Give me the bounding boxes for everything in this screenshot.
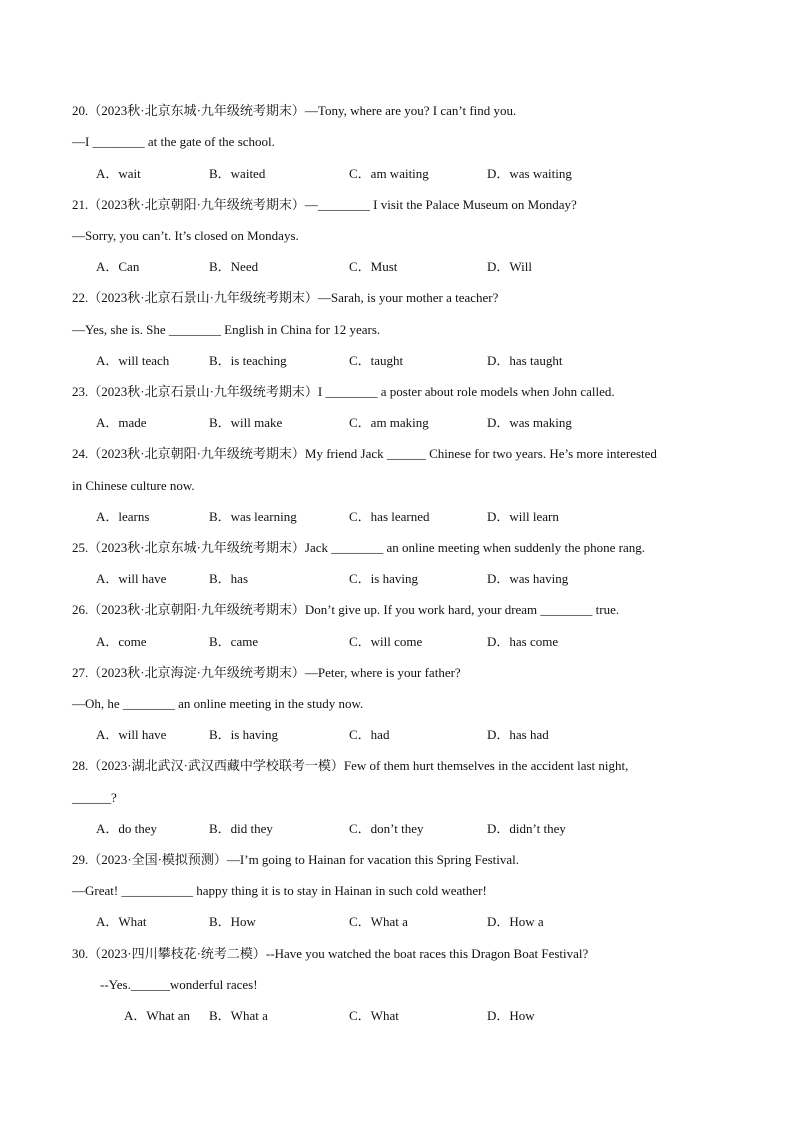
option-c[interactable]: C．What a bbox=[349, 914, 408, 929]
question-30-dialogue: --Yes.______wonderful races! bbox=[100, 977, 258, 992]
option-d[interactable]: D．has come bbox=[487, 634, 559, 649]
option-d[interactable]: D．was making bbox=[487, 415, 572, 430]
option-a[interactable]: A．will have bbox=[96, 727, 167, 742]
option-d[interactable]: D．has taught bbox=[487, 353, 563, 368]
option-a[interactable]: A．wait bbox=[96, 166, 141, 181]
question-20-options bbox=[0, 166, 794, 182]
option-b[interactable]: B．is having bbox=[209, 727, 278, 742]
option-c[interactable]: C．Must bbox=[349, 259, 398, 274]
option-c[interactable]: C．taught bbox=[349, 353, 404, 368]
option-c[interactable]: C．What bbox=[349, 1008, 399, 1023]
option-b[interactable]: B．is teaching bbox=[209, 353, 287, 368]
question-24-options bbox=[0, 509, 794, 525]
question-27-options bbox=[0, 727, 794, 743]
option-d[interactable]: D．How bbox=[487, 1008, 535, 1023]
option-b[interactable]: B．Need bbox=[209, 259, 259, 274]
question-26-stem: 26.（2023秋·北京朝阳·九年级统考期末）Don’t give up. If you work hard, your dream ________ true. bbox=[72, 602, 620, 617]
option-b[interactable]: B．How bbox=[209, 914, 256, 929]
option-b[interactable]: B．waited bbox=[209, 166, 266, 181]
question-23-stem: 23.（2023秋·北京石景山·九年级统考期末）I ________ a poster about role models when John called. bbox=[72, 384, 615, 399]
option-c[interactable]: C．has learned bbox=[349, 509, 430, 524]
question-25-stem: 25.（2023秋·北京东城·九年级统考期末）Jack ________ an online meeting when suddenly the phone rang. bbox=[72, 540, 645, 555]
question-24-stem: 24.（2023秋·北京朝阳·九年级统考期末）My friend Jack ______ Chinese for two years. He’s more interested bbox=[72, 446, 657, 461]
question-27-dialogue: —Oh, he ________ an online meeting in the study now. bbox=[72, 696, 364, 711]
option-b[interactable]: B．did they bbox=[209, 821, 273, 836]
option-a[interactable]: A．come bbox=[96, 634, 147, 649]
question-30-stem: 30.（2023·四川攀枝花·统考二模）--Have you watched the boat races this Dragon Boat Festival? bbox=[72, 946, 589, 961]
option-d[interactable]: D．was waiting bbox=[487, 166, 572, 181]
question-21-stem: 21.（2023秋·北京朝阳·九年级统考期末）—________ I visit the Palace Museum on Monday? bbox=[72, 197, 577, 212]
option-b[interactable]: B．was learning bbox=[209, 509, 297, 524]
option-b[interactable]: B．came bbox=[209, 634, 259, 649]
question-29-dialogue: —Great! ___________ happy thing it is to stay in Hainan in such cold weather! bbox=[72, 883, 487, 898]
question-28-options bbox=[0, 821, 794, 837]
option-c[interactable]: C．will come bbox=[349, 634, 423, 649]
option-a[interactable]: A．will teach bbox=[96, 353, 170, 368]
option-c[interactable]: C．is having bbox=[349, 571, 418, 586]
option-d[interactable]: D．will learn bbox=[487, 509, 559, 524]
option-d[interactable]: D．was having bbox=[487, 571, 569, 586]
option-a[interactable]: A．What an bbox=[124, 1008, 191, 1023]
question-21-options bbox=[0, 259, 794, 275]
option-a[interactable]: A．do they bbox=[96, 821, 158, 836]
question-24-continuation: in Chinese culture now. bbox=[72, 478, 195, 493]
question-23-options bbox=[0, 415, 794, 431]
question-29-options bbox=[0, 914, 794, 930]
option-a[interactable]: A．will have bbox=[96, 571, 167, 586]
option-b[interactable]: B．will make bbox=[209, 415, 283, 430]
option-c[interactable]: C．don’t they bbox=[349, 821, 424, 836]
question-25-options bbox=[0, 571, 794, 587]
option-d[interactable]: D．Will bbox=[487, 259, 532, 274]
option-c[interactable]: C．am making bbox=[349, 415, 429, 430]
question-22-stem: 22.（2023秋·北京石景山·九年级统考期末）—Sarah, is your mother a teacher? bbox=[72, 290, 499, 305]
question-22-options bbox=[0, 353, 794, 369]
option-c[interactable]: C．am waiting bbox=[349, 166, 429, 181]
option-b[interactable]: B．has bbox=[209, 571, 249, 586]
question-28-stem: 28.（2023·湖北武汉·武汉西藏中学校联考一模）Few of them hurt themselves in the accident last night, bbox=[72, 758, 629, 773]
question-26-options bbox=[0, 634, 794, 650]
option-c[interactable]: C．had bbox=[349, 727, 390, 742]
question-22-dialogue: —Yes, she is. She ________ English in China for 12 years. bbox=[72, 322, 381, 337]
question-20-stem: 20.（2023秋·北京东城·九年级统考期末）—Tony, where are you? I can’t find you. bbox=[72, 103, 517, 118]
question-21-dialogue: —Sorry, you can’t. It’s closed on Mondays. bbox=[72, 228, 299, 243]
question-20-dialogue: —I ________ at the gate of the school. bbox=[72, 134, 275, 149]
option-a[interactable]: A．learns bbox=[96, 509, 150, 524]
question-29-stem: 29.（2023·全国·模拟预测）—I’m going to Hainan for vacation this Spring Festival. bbox=[72, 852, 520, 867]
option-b[interactable]: B．What a bbox=[209, 1008, 268, 1023]
question-27-stem: 27.（2023秋·北京海淀·九年级统考期末）—Peter, where is your father? bbox=[72, 665, 461, 680]
option-a[interactable]: A．What bbox=[96, 914, 147, 929]
option-d[interactable]: D．didn’t they bbox=[487, 821, 566, 836]
question-28-tag-blank: ______? bbox=[72, 790, 117, 805]
option-d[interactable]: D．How a bbox=[487, 914, 544, 929]
option-d[interactable]: D．has had bbox=[487, 727, 549, 742]
option-a[interactable]: A．Can bbox=[96, 259, 140, 274]
question-30-options bbox=[0, 1008, 794, 1024]
option-a[interactable]: A．made bbox=[96, 415, 147, 430]
